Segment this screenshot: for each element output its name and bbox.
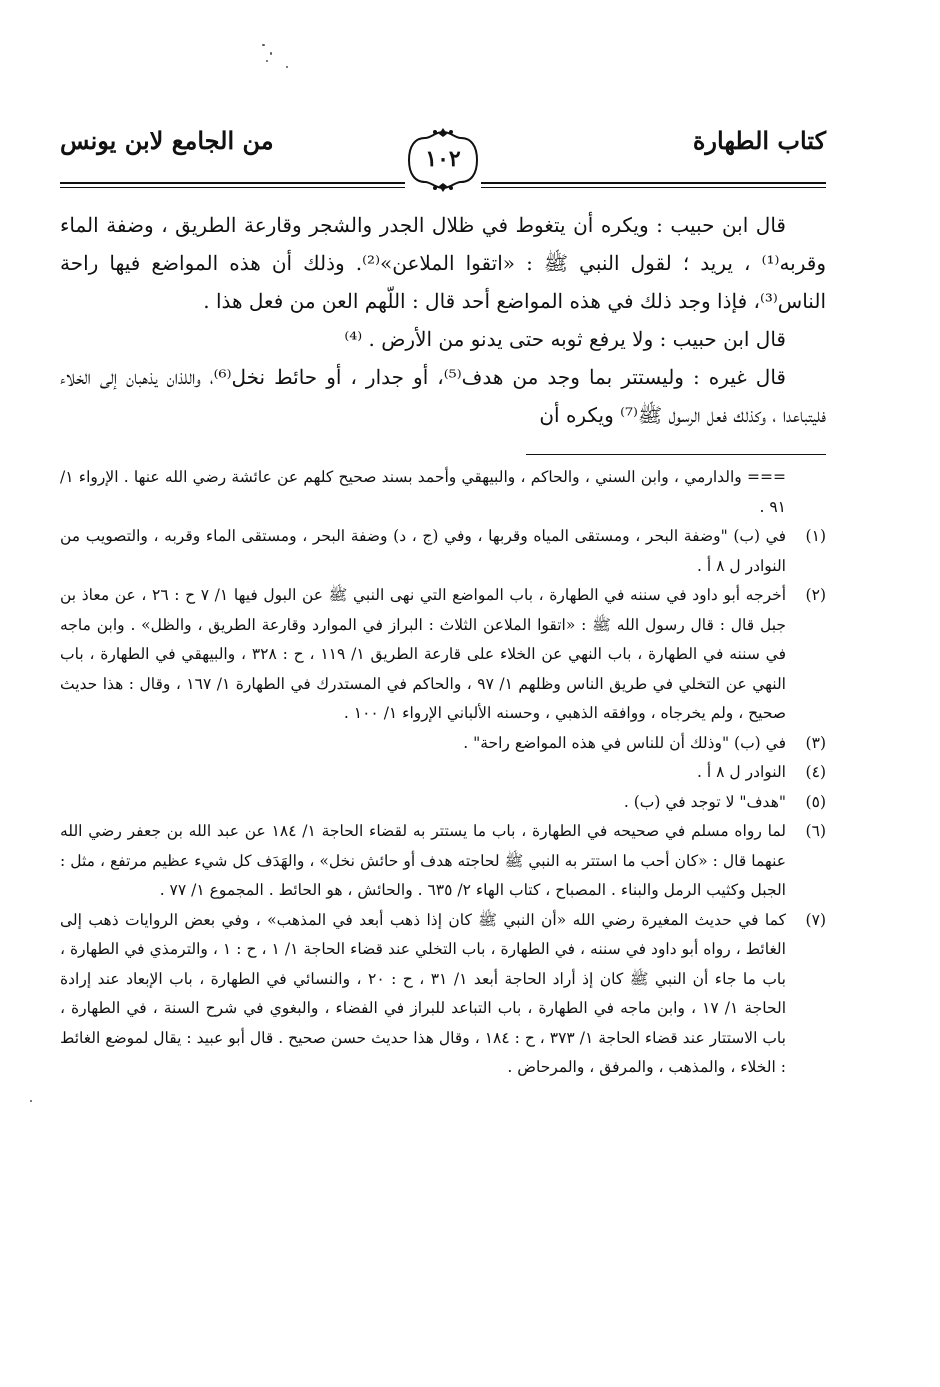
footnote-number: (٧) [805, 910, 826, 929]
footnote-text: لما رواه مسلم في صحيحه في الطهارة ، باب ما يستتر به لقضاء الحاجة ١/ ١٨٤ عن عبد الله بن جعفر رضي الله عنهما قال : «كان أحب ما استتر به النبي ﷺ لحاجته هدف أو حائش نخل» ، والهَدَف كل شيء عظيم مرتفع ، مثل : الجبل وكثيب الرمل والبناء . المصباح ، كتاب الهاء ٢/ ٦٣٥ . والحائش ، هو الحائط . المجموع ١/ ٧٧ . [60, 822, 786, 899]
running-header [60, 120, 826, 184]
page-number-ornament [405, 128, 481, 192]
footnote [60, 906, 826, 1083]
footnote [60, 788, 826, 818]
footnote-number: (٦) [805, 822, 826, 840]
paragraph-2: قال ابن حبيب : ولا يرفع ثوبه حتى يدنو من الأرض . ⁽⁴⁾ [344, 327, 786, 351]
footnote-number: (٤) [805, 763, 826, 781]
footnote [60, 817, 826, 906]
paragraph-3: قال غيره : وليستتر بما وجد من هدف⁽⁵⁾، أو جدار ، أو حائط نخل⁽⁶⁾، واللذان يذهبان إلى الخلاء فليتباعدا ، وكذلك فعل الرسول ﷺ⁽⁷⁾ ويكره أن [60, 365, 826, 427]
footnote-number: (٢) [805, 586, 826, 604]
book-title: كتاب الطهارة [692, 126, 826, 155]
footnote-text: كما في حديث المغيرة رضي الله «أن النبي ﷺ كان إذا ذهب أبعد في المذهب» ، وفي بعض الروايات ذهب إلى الغائط ، رواه أبو داود في سننه ، في الطهارة ، باب التخلي عند قضاء الحاجة ١/ ١ ، ح : ١ ، والترمذي في الطهارة ، باب ما جاء أن النبي ﷺ كان إذ أراد الحاجة أبعد ١/ ٣١ ، ح : ٢٠ ، والنسائي في الطهارة ، باب الإبعاد عند إرادة الحاجة ١/ ١٧ ، وابن ماجه في الطهارة ، باب التباعد للبراز في الفضاء ، والبغوي في شرح السنة ، في الطهارة ، باب الاستتار عند قضاء الحاجة ١/ ٣٧٣ ، ح : ١٨٤ ، وقال هذا حديث حسن صحيح . قال أبو عبيد : يقال لموضع الغائط : الخلاء ، والمذهب ، والمرفق ، والمرحاض . [60, 910, 787, 1076]
main-text [60, 206, 826, 434]
footnote [60, 581, 826, 729]
footnote [60, 522, 826, 581]
footnote-number: (٣) [805, 733, 826, 752]
footnote-number: (١) [805, 527, 826, 545]
page-number: ١٠٢ [425, 146, 461, 172]
footnote-text: أخرجه أبو داود في سننه في الطهارة ، باب المواضع التي نهى النبي ﷺ عن البول فيها ١/ ٧ ح : ٢٦ ، عن معاذ بن جبل قال : قال رسول الله ﷺ : «اتقوا الملاعن الثلاث : البراز في الموارد وقارعة الطريق ، والظل» . وابن ماجه في سننه في الطهارة ، باب النهي عن الخلاء على قارعة الطريق ١/ ١١٩ ، ح : ٣٢٨ ، والبيهقي في الطهارة ، باب النهي عن التخلي في طريق الناس وظلهم ١/ ٩٧ ، والحاكم في المستدرك في الطهارة ١/ ١٦٧ ، وقال : هذا حديث صحيح ، ولم يخرجاه ، ووافقه الذهبي ، وحسنه الألباني الإرواء ١/ ١٠٠ . [60, 586, 787, 722]
footnote-number: (٥) [805, 792, 826, 811]
work-title: من الجامع لابن يونس [60, 126, 274, 155]
footnote-continuation: === والدارمي ، وابن السني ، والحاكم ، والبيهقي وأحمد بسند صحيح كلهم عن عائشة رضي الله عنها . الإرواء ١/ ٩١ . [60, 468, 786, 516]
footnote-text: النوادر ل ٨ أ . [697, 763, 786, 781]
footnote-text: في (ب) "وضفة البحر ، ومستقى المياه وقربها ، وفي (ج ، د) وضفة البحر ، ومستقى الماء وقربه ، والتصويب من النوادر ل ٨ أ . [60, 527, 786, 575]
page [60, 120, 826, 1083]
paragraph-1: قال ابن حبيب : ويكره أن يتغوط في ظلال الجدر والشجر وقارعة الطريق ، وضفة الماء وقربه⁽¹⁾ ، يريد ؛ لقول النبي ﷺ : «اتقوا الملاعن»⁽²⁾. وذلك أن هذه المواضع فيها راحة الناس⁽³⁾، فإذا وجد ذلك في هذه المواضع أحد قال : اللّهم العن من فعل هذا . [60, 213, 826, 313]
footnote [60, 729, 826, 759]
footnotes [60, 463, 826, 1083]
footnote-separator [526, 454, 826, 455]
footnote-text: في (ب) "وذلك أن للناس في هذه المواضع راحة" . [463, 733, 786, 752]
footnote [60, 758, 826, 788]
footnote-text: "هدف" لا توجد في (ب) . [623, 792, 786, 811]
